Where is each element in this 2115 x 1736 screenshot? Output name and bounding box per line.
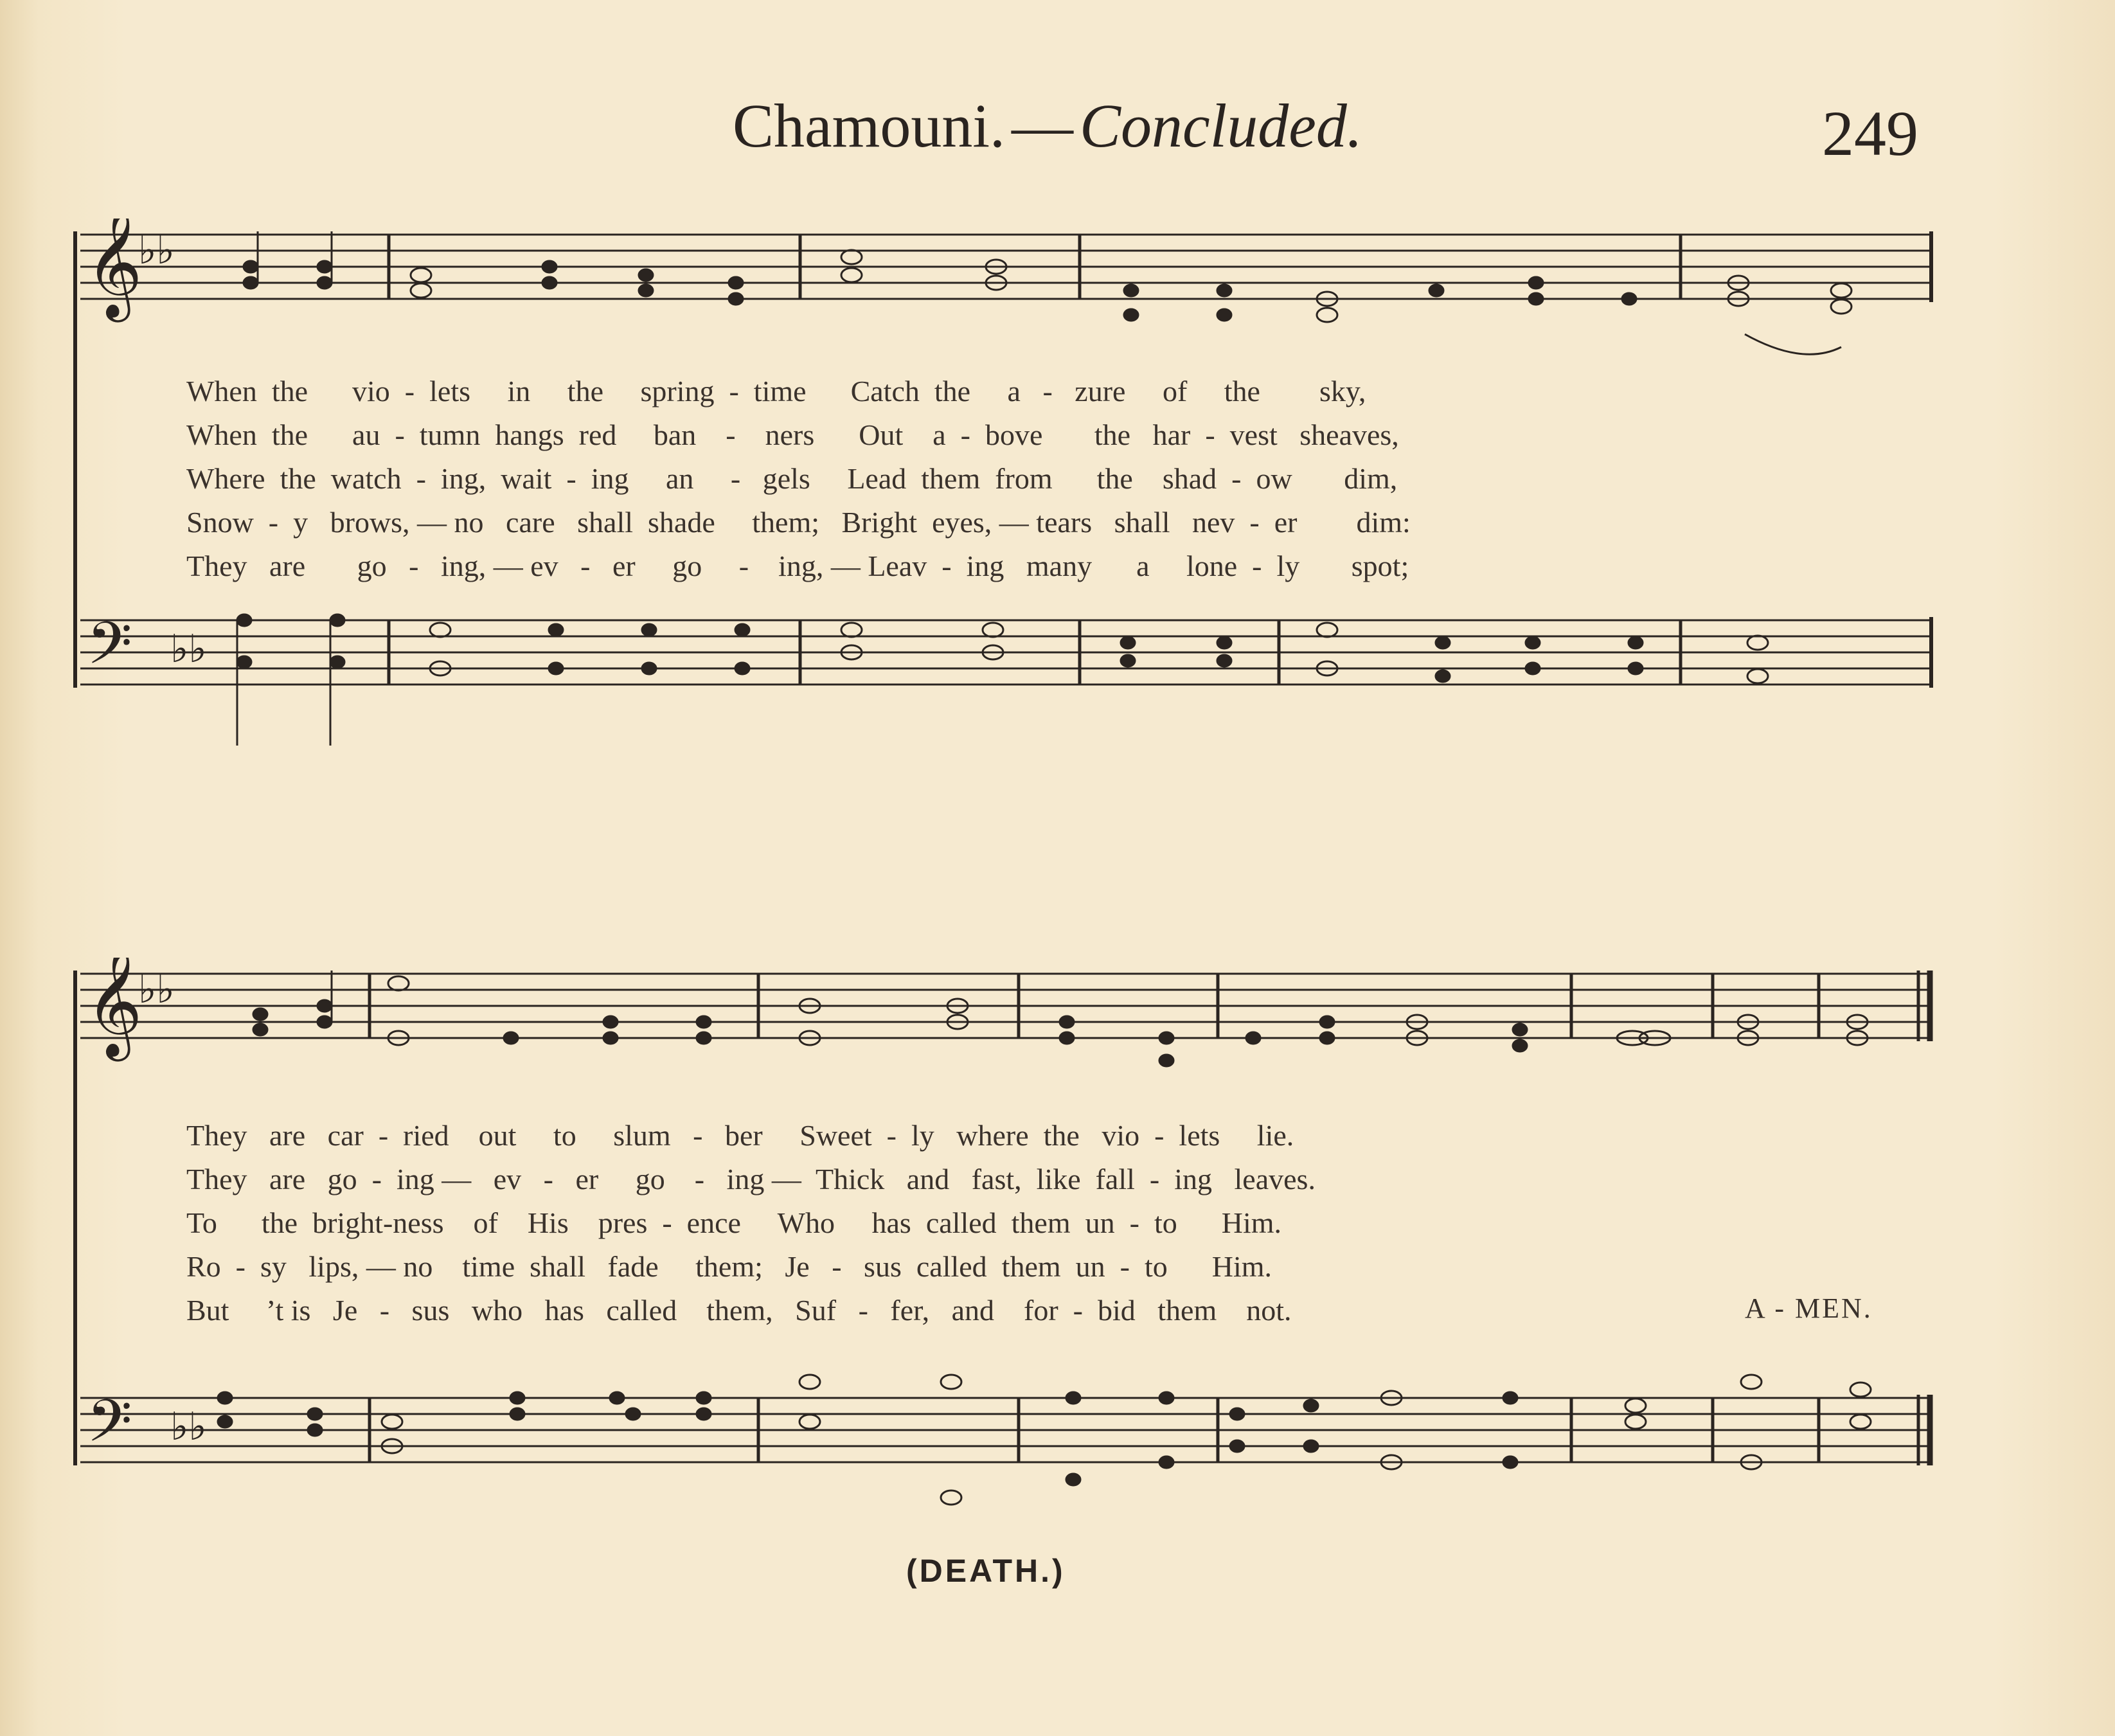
lyric-verse-2: They are go - ing — ev - er go - ing — Thick and fast, like fall - ing leaves. xyxy=(186,1163,1316,1195)
svg-text:𝄢: 𝄢 xyxy=(87,1387,132,1469)
lyric-verse-5: They are go - ing, — ev - er go - ing, — Leav - ing many a lone - ly spot; xyxy=(186,550,1409,582)
title-main: Chamouni. xyxy=(733,91,1005,160)
title-subtitle: Concluded. xyxy=(1079,91,1362,160)
lyric-verse-2: When the au - tumn hangs red ban - ners Out a - bove the har - vest sheaves, xyxy=(186,418,1399,451)
svg-text:♭♭: ♭♭ xyxy=(138,967,175,1012)
hymn-caption: (DEATH.) xyxy=(906,1553,1066,1589)
lyric-verse-3: Where the watch - ing, wait - ing an - gels Lead them from the shad - ow dim, xyxy=(186,462,1398,495)
lyrics-block-1 xyxy=(186,370,1411,588)
lyric-verse-1: They are car - ried out to slum - ber Sweet - ly where the vio - lets lie. xyxy=(186,1119,1294,1152)
lyrics-block-2 xyxy=(186,1114,1316,1332)
svg-text:♭♭: ♭♭ xyxy=(138,228,175,273)
svg-text:♭♭: ♭♭ xyxy=(170,1404,207,1449)
lyric-verse-4: Snow - y brows, — no care shall shade them; Bright eyes, — tears shall nev - er dim: xyxy=(186,506,1411,539)
lyric-verse-4: Ro - sy lips, — no time shall fade them; Je - sus called them un - to Him. xyxy=(186,1250,1272,1283)
svg-text:𝄞: 𝄞 xyxy=(85,219,143,318)
svg-text:𝄞: 𝄞 xyxy=(85,958,143,1057)
hymn-title xyxy=(733,90,1362,161)
lyric-verse-5: But ’t is Je - sus who has called them, Suf - fer, and for - bid them not. xyxy=(186,1294,1292,1327)
lyric-verse-1: When the vio - lets in the spring - time Catch the a - zure of the sky, xyxy=(186,375,1366,407)
page-header xyxy=(0,77,2115,167)
svg-text:♭♭: ♭♭ xyxy=(170,627,207,672)
svg-text:𝄢: 𝄢 xyxy=(87,609,132,692)
lyric-verse-3: To the bright-ness of His pres - ence Who has called them un - to Him. xyxy=(186,1206,1281,1239)
title-dash: — xyxy=(1011,91,1073,160)
page-number: 249 xyxy=(1822,98,1918,169)
amen-label: A - MEN. xyxy=(1745,1293,1873,1324)
